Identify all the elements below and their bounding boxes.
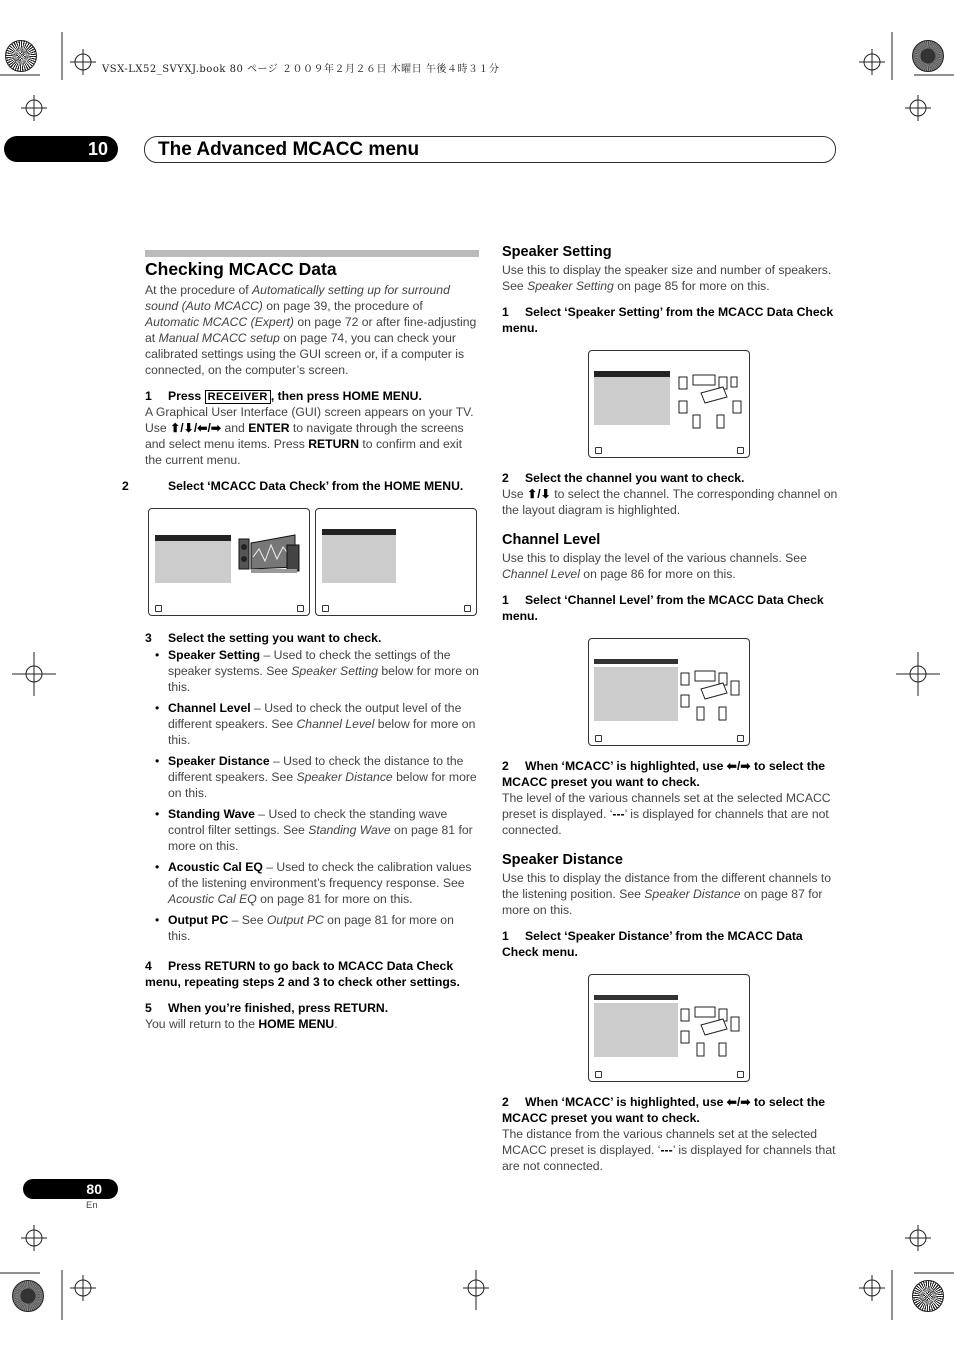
channel-level-heading: Channel Level [502, 532, 601, 548]
speaker-setting-step-2-body: Use ⬆/⬇ to select the channel. The corresponding channel on the layout diagram is highlighted. [502, 487, 838, 517]
left-column [122, 250, 479, 1032]
speaker-distance-heading: Speaker Distance [502, 852, 623, 868]
chapter-title: The Advanced MCACC menu [158, 139, 420, 160]
speaker-distance-screen [588, 974, 750, 1082]
intro-paragraph: At the procedure of Automatically setting up for surround sound (Auto MCACC) on page 39, the procedure of Automatic MCACC (Expert) on page 72 or after fine-adjusting at Manual MCACC setup on page 74, you can check your calibrated settings using the GUI screen or, if a computer is connected, on the computer’s screen. [145, 283, 477, 377]
chapter-title-box [144, 136, 836, 163]
page-language: En [86, 1200, 98, 1211]
speaker-distance-body: Use this to display the distance from the different channels to the listening position. See Speaker Distance on page 87 for more on this. [502, 871, 832, 917]
list-item: • Acoustic Cal EQ – Used to check the calibration values of the listening environment’s frequency response. See Acoustic Cal EQ on page 81 for more on this. [145, 859, 479, 907]
section-rule [145, 250, 479, 257]
step-5-body: You will return to the HOME MENU. [145, 1017, 338, 1031]
list-item: • Speaker Setting – Used to check the settings of the speaker systems. See Speaker Setting below for more on this. [145, 647, 479, 695]
speaker-layout-icon [675, 373, 747, 433]
speaker-layout-icon [679, 1005, 745, 1061]
list-item: • Speaker Distance – Used to check the distance to the different speakers. See Speaker Distance below for more on this. [145, 753, 479, 801]
step-1: 1 Press RECEIVER , then press HOME MENU. [145, 389, 422, 403]
step-5: 5 When you’re finished, press RETURN. [145, 1001, 389, 1015]
print-header: VSX-LX52_SVYXJ.book 80 ページ ２００９年２月２６日 木曜日 午後４時３１分 [102, 64, 500, 75]
gui-screens-row [145, 508, 479, 618]
home-menu-screen [148, 508, 310, 616]
list-item: • Output PC – See Output PC on page 81 for more on this. [145, 912, 479, 944]
page-number: 80 [23, 1179, 118, 1199]
step-1-body: A Graphical User Interface (GUI) screen appears on your TV. Use ⬆/⬇/⬅/➡ and ENTER to navigate through the screens and select menu items. Press RETURN to confirm and exit the current menu. [145, 405, 474, 467]
channel-level-step-1: 1 Select ‘Channel Level’ from the MCACC Data Check menu. [502, 593, 824, 623]
mcacc-data-check-screen [315, 508, 477, 616]
step-4: 4 Press RETURN to go back to MCACC Data Check menu, repeating steps 2 and 3 to check other settings. [145, 959, 460, 989]
speaker-layout-icon [679, 669, 745, 725]
speaker-setting-step-2: 2 Select the channel you want to check. [502, 471, 745, 485]
channel-level-screen [588, 638, 750, 746]
channel-level-step-2-body: The level of the various channels set at the selected MCACC preset is displayed. ‘---’ is displayed for channels that are not connected. [502, 791, 831, 837]
receiver-key: RECEIVER [205, 390, 271, 404]
speaker-setting-heading: Speaker Setting [502, 244, 612, 260]
section-title: Checking MCACC Data [145, 259, 337, 279]
list-item: • Standing Wave – Used to check the standing wave control filter settings. See Standing Wave on page 81 for more on this. [145, 806, 479, 854]
speaker-setting-step-1: 1 Select ‘Speaker Setting’ from the MCACC Data Check menu. [502, 305, 834, 335]
speaker-setting-screen [588, 350, 750, 458]
channel-level-body: Use this to display the level of the various channels. See Channel Level on page 86 for more on this. [502, 551, 807, 581]
settings-list [145, 647, 479, 944]
right-column [502, 244, 840, 1174]
channel-level-step-2: 2 When ‘MCACC’ is highlighted, use ⬅/➡ to select the MCACC preset you want to check. [502, 759, 826, 789]
list-item: • Channel Level – Used to check the output level of the different speakers. See Channel Level below for more on this. [145, 700, 479, 748]
speaker-distance-step-2: 2 When ‘MCACC’ is highlighted, use ⬅/➡ to select the MCACC preset you want to check. [502, 1095, 826, 1125]
speaker-distance-step-1: 1 Select ‘Speaker Distance’ from the MCACC Data Check menu. [502, 929, 803, 959]
speaker-system-icon [237, 531, 301, 577]
chapter-number: 10 [4, 136, 118, 162]
speaker-setting-body: Use this to display the speaker size and number of speakers. See Speaker Setting on page 85 for more on this. [502, 263, 832, 293]
step-3: 3 Select the setting you want to check. [145, 631, 382, 645]
step-2: 2 Select ‘MCACC Data Check’ from the HOME MENU. [122, 479, 464, 493]
speaker-distance-step-2-body: The distance from the various channels set at the selected MCACC preset is displayed. ‘---’ is displayed for channels that are not connected. [502, 1127, 836, 1173]
